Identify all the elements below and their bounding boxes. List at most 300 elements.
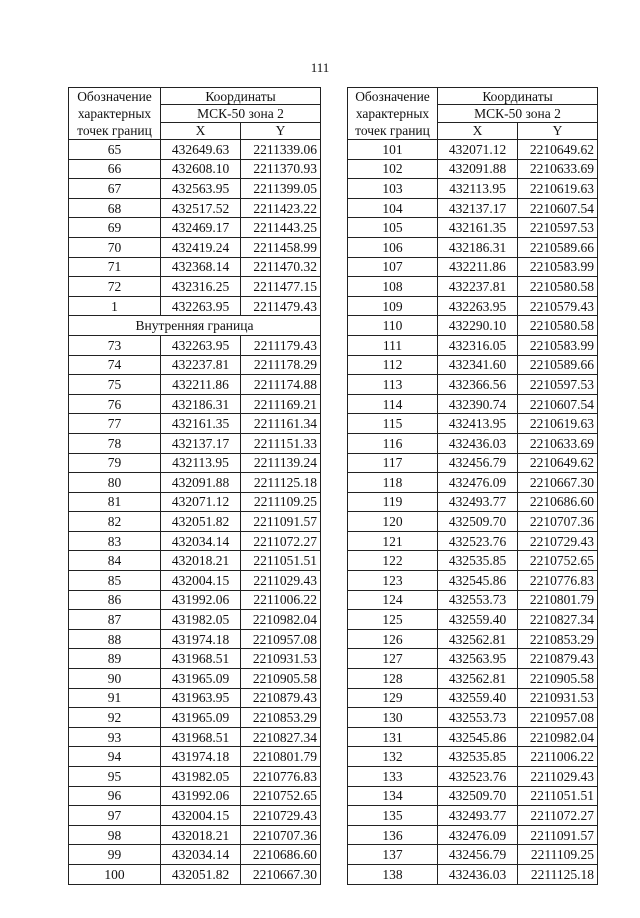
- point-number: 112: [348, 355, 438, 375]
- coord-x: 432341.60: [438, 355, 518, 375]
- table-body: [69, 140, 321, 885]
- coord-x: 432211.86: [161, 375, 241, 395]
- coord-x: 431982.05: [161, 767, 241, 787]
- point-number: 135: [348, 806, 438, 826]
- coord-x: 432211.86: [438, 257, 518, 277]
- table-row: [348, 433, 598, 453]
- coord-y: 2211169.21: [241, 394, 321, 414]
- coord-y: 2210982.04: [518, 727, 598, 747]
- point-number: 93: [69, 727, 161, 747]
- coord-x: 431963.95: [161, 688, 241, 708]
- table-row: [348, 767, 598, 787]
- header-point-label: Обозначение характерных точек границ: [69, 88, 161, 140]
- header-x: X: [438, 122, 518, 139]
- coord-x: 432091.88: [438, 159, 518, 179]
- header-coords: Координаты: [438, 88, 598, 105]
- coord-x: 431992.06: [161, 590, 241, 610]
- coord-y: 2211072.27: [241, 531, 321, 551]
- header-x: X: [161, 122, 241, 139]
- table-row: [348, 669, 598, 689]
- table-row: [348, 531, 598, 551]
- coord-y: 2210905.58: [518, 669, 598, 689]
- point-number: 109: [348, 296, 438, 316]
- table-row: [69, 433, 321, 453]
- table-row: [69, 825, 321, 845]
- coord-y: 2211161.34: [241, 414, 321, 434]
- point-number: 76: [69, 394, 161, 414]
- table-row: [348, 198, 598, 218]
- table-row: [348, 335, 598, 355]
- coord-x: 432316.25: [161, 277, 241, 297]
- coord-y: 2210729.43: [518, 531, 598, 551]
- coord-y: 2211479.43: [241, 296, 321, 316]
- point-number: 104: [348, 198, 438, 218]
- coord-x: 432018.21: [161, 551, 241, 571]
- coord-y: 2210607.54: [518, 198, 598, 218]
- coord-y: 2210649.62: [518, 140, 598, 160]
- point-number: 133: [348, 767, 438, 787]
- point-number: 136: [348, 825, 438, 845]
- coord-x: 432113.95: [161, 453, 241, 473]
- coord-y: 2210879.43: [518, 649, 598, 669]
- table-row: [69, 806, 321, 826]
- coord-x: 432161.35: [438, 218, 518, 238]
- point-number: 90: [69, 669, 161, 689]
- point-number: 77: [69, 414, 161, 434]
- coord-y: 2211151.33: [241, 433, 321, 453]
- coordinates-table-right: [347, 87, 598, 885]
- coord-x: 432559.40: [438, 610, 518, 630]
- coord-y: 2210597.53: [518, 375, 598, 395]
- coord-y: 2210579.43: [518, 296, 598, 316]
- coord-y: 2211470.32: [241, 257, 321, 277]
- coord-y: 2211072.27: [518, 806, 598, 826]
- coord-y: 2210633.69: [518, 159, 598, 179]
- table-row: [69, 571, 321, 591]
- coord-y: 2210827.34: [518, 610, 598, 630]
- point-number: 98: [69, 825, 161, 845]
- header-zone: МСК-50 зона 2: [161, 105, 321, 122]
- coord-y: 2211370.93: [241, 159, 321, 179]
- coord-x: 432476.09: [438, 825, 518, 845]
- coord-y: 2210649.62: [518, 453, 598, 473]
- coord-y: 2210957.08: [518, 708, 598, 728]
- coord-y: 2210879.43: [241, 688, 321, 708]
- coord-y: 2211109.25: [518, 845, 598, 865]
- point-number: 128: [348, 669, 438, 689]
- table-row: [348, 296, 598, 316]
- point-number: 119: [348, 492, 438, 512]
- table-row: [69, 512, 321, 532]
- coord-x: 432509.70: [438, 512, 518, 532]
- table-row: [348, 453, 598, 473]
- coord-y: 2210686.60: [518, 492, 598, 512]
- coord-x: 432553.73: [438, 708, 518, 728]
- coord-x: 432517.52: [161, 198, 241, 218]
- coord-x: 432004.15: [161, 571, 241, 591]
- coord-y: 2210589.66: [518, 237, 598, 257]
- point-number: 113: [348, 375, 438, 395]
- coord-x: 432018.21: [161, 825, 241, 845]
- coord-x: 432091.88: [161, 473, 241, 493]
- point-number: 134: [348, 786, 438, 806]
- page-number: 111: [310, 60, 330, 75]
- point-number: 137: [348, 845, 438, 865]
- coord-x: 431982.05: [161, 610, 241, 630]
- point-number: 84: [69, 551, 161, 571]
- point-number: 79: [69, 453, 161, 473]
- point-number: 106: [348, 237, 438, 257]
- table-row: [348, 786, 598, 806]
- table-row: [348, 825, 598, 845]
- point-number: 80: [69, 473, 161, 493]
- coord-y: 2210580.58: [518, 316, 598, 336]
- coord-x: 432051.82: [161, 864, 241, 884]
- coord-x: 432469.17: [161, 218, 241, 238]
- table-row: [69, 845, 321, 865]
- point-number: 108: [348, 277, 438, 297]
- coord-y: 2211006.22: [241, 590, 321, 610]
- point-number: 73: [69, 335, 161, 355]
- coord-x: 432608.10: [161, 159, 241, 179]
- point-number: 95: [69, 767, 161, 787]
- coord-x: 431965.09: [161, 669, 241, 689]
- point-number: 116: [348, 433, 438, 453]
- point-number: 91: [69, 688, 161, 708]
- point-number: 130: [348, 708, 438, 728]
- coord-y: 2211139.24: [241, 453, 321, 473]
- coord-x: 432237.81: [438, 277, 518, 297]
- coord-y: 2210752.65: [518, 551, 598, 571]
- coord-x: 432456.79: [438, 845, 518, 865]
- point-number: 97: [69, 806, 161, 826]
- coord-y: 2211458.99: [241, 237, 321, 257]
- coord-x: 432034.14: [161, 531, 241, 551]
- coord-x: 432436.03: [438, 433, 518, 453]
- point-number: 71: [69, 257, 161, 277]
- point-number: 129: [348, 688, 438, 708]
- section-label: Внутренняя граница: [69, 316, 321, 336]
- point-number: 68: [69, 198, 161, 218]
- coord-x: 432034.14: [161, 845, 241, 865]
- coord-x: 432535.85: [438, 747, 518, 767]
- point-number: 72: [69, 277, 161, 297]
- point-number: 122: [348, 551, 438, 571]
- table-row: [348, 179, 598, 199]
- table-row: [348, 237, 598, 257]
- coord-y: 2211477.15: [241, 277, 321, 297]
- coord-y: 2210589.66: [518, 355, 598, 375]
- table-row: [348, 708, 598, 728]
- coord-x: 432559.40: [438, 688, 518, 708]
- table-row: [69, 277, 321, 297]
- coord-y: 2211174.88: [241, 375, 321, 395]
- coord-y: 2210957.08: [241, 629, 321, 649]
- coord-y: 2210686.60: [241, 845, 321, 865]
- point-number: 110: [348, 316, 438, 336]
- point-number: 66: [69, 159, 161, 179]
- coord-x: 432493.77: [438, 492, 518, 512]
- point-number: 125: [348, 610, 438, 630]
- table-row: [348, 688, 598, 708]
- table-row: [348, 140, 598, 160]
- coord-x: 432419.24: [161, 237, 241, 257]
- table-row: [69, 198, 321, 218]
- coordinates-table-left: [68, 87, 321, 885]
- coord-y: 2211029.43: [241, 571, 321, 591]
- coord-y: 2211443.25: [241, 218, 321, 238]
- header-coords: Координаты: [161, 88, 321, 105]
- coord-y: 2210707.36: [241, 825, 321, 845]
- coord-x: 431968.51: [161, 727, 241, 747]
- point-number: 138: [348, 864, 438, 884]
- table-row: [348, 257, 598, 277]
- point-number: 99: [69, 845, 161, 865]
- point-number: 105: [348, 218, 438, 238]
- coord-x: 431965.09: [161, 708, 241, 728]
- coord-x: 432051.82: [161, 512, 241, 532]
- coord-y: 2211423.22: [241, 198, 321, 218]
- coord-y: 2211125.18: [518, 864, 598, 884]
- coord-x: 432523.76: [438, 767, 518, 787]
- table-row: [348, 375, 598, 395]
- point-number: 92: [69, 708, 161, 728]
- point-number: 120: [348, 512, 438, 532]
- section-row: [69, 316, 321, 336]
- coord-x: 432186.31: [438, 237, 518, 257]
- coord-y: 2211006.22: [518, 747, 598, 767]
- coord-x: 431968.51: [161, 649, 241, 669]
- coord-y: 2210827.34: [241, 727, 321, 747]
- coord-y: 2211091.57: [241, 512, 321, 532]
- table-row: [348, 590, 598, 610]
- table-body: [348, 140, 598, 885]
- coord-x: 432436.03: [438, 864, 518, 884]
- coord-x: 432562.81: [438, 669, 518, 689]
- table-row: [348, 414, 598, 434]
- table-row: [69, 218, 321, 238]
- point-number: 69: [69, 218, 161, 238]
- table-row: [69, 237, 321, 257]
- table-row: [69, 492, 321, 512]
- coord-x: 432456.79: [438, 453, 518, 473]
- header-point-label: Обозначение характерных точек границ: [348, 88, 438, 140]
- table-row: [348, 864, 598, 884]
- table-row: [348, 159, 598, 179]
- coord-x: 432509.70: [438, 786, 518, 806]
- coord-y: 2210776.83: [241, 767, 321, 787]
- coord-y: 2210931.53: [241, 649, 321, 669]
- coord-x: 432493.77: [438, 806, 518, 826]
- coord-x: 432563.95: [161, 179, 241, 199]
- coord-x: 432071.12: [161, 492, 241, 512]
- coord-y: 2211178.29: [241, 355, 321, 375]
- point-number: 118: [348, 473, 438, 493]
- coord-y: 2210853.29: [241, 708, 321, 728]
- table-row: [69, 649, 321, 669]
- coord-x: 432562.81: [438, 629, 518, 649]
- point-number: 127: [348, 649, 438, 669]
- coord-y: 2210619.63: [518, 179, 598, 199]
- point-number: 83: [69, 531, 161, 551]
- coord-x: 432263.95: [161, 335, 241, 355]
- coord-x: 432186.31: [161, 394, 241, 414]
- point-number: 65: [69, 140, 161, 160]
- table-row: [348, 551, 598, 571]
- coord-x: 432523.76: [438, 531, 518, 551]
- point-number: 101: [348, 140, 438, 160]
- table-row: [69, 375, 321, 395]
- point-number: 87: [69, 610, 161, 630]
- point-number: 82: [69, 512, 161, 532]
- coord-x: 432563.95: [438, 649, 518, 669]
- coord-x: 431992.06: [161, 786, 241, 806]
- coord-x: 431974.18: [161, 629, 241, 649]
- coord-x: 432237.81: [161, 355, 241, 375]
- coord-y: 2211179.43: [241, 335, 321, 355]
- coord-x: 432649.63: [161, 140, 241, 160]
- table-row: [69, 414, 321, 434]
- coord-y: 2211125.18: [241, 473, 321, 493]
- coord-x: 432263.95: [438, 296, 518, 316]
- point-number: 94: [69, 747, 161, 767]
- coord-x: 432366.56: [438, 375, 518, 395]
- coord-x: 432545.86: [438, 571, 518, 591]
- coord-x: 432161.35: [161, 414, 241, 434]
- point-number: 114: [348, 394, 438, 414]
- point-number: 85: [69, 571, 161, 591]
- coord-y: 2210583.99: [518, 257, 598, 277]
- point-number: 75: [69, 375, 161, 395]
- header-y: Y: [241, 122, 321, 139]
- coord-y: 2210905.58: [241, 669, 321, 689]
- coord-y: 2211399.05: [241, 179, 321, 199]
- coord-x: 431974.18: [161, 747, 241, 767]
- coord-x: 432263.95: [161, 296, 241, 316]
- table-row: [69, 159, 321, 179]
- coord-y: 2210776.83: [518, 571, 598, 591]
- coord-y: 2210580.58: [518, 277, 598, 297]
- table-row: [69, 335, 321, 355]
- coord-x: 432113.95: [438, 179, 518, 199]
- coord-y: 2210583.99: [518, 335, 598, 355]
- table-row: [348, 473, 598, 493]
- table-row: [348, 806, 598, 826]
- coord-x: 432368.14: [161, 257, 241, 277]
- table-row: [348, 394, 598, 414]
- point-number: 121: [348, 531, 438, 551]
- table-row: [69, 355, 321, 375]
- point-number: 117: [348, 453, 438, 473]
- coord-y: 2210667.30: [518, 473, 598, 493]
- coord-y: 2211051.51: [518, 786, 598, 806]
- coord-y: 2210667.30: [241, 864, 321, 884]
- point-number: 123: [348, 571, 438, 591]
- table-row: [348, 512, 598, 532]
- coord-y: 2210729.43: [241, 806, 321, 826]
- table-row: [69, 296, 321, 316]
- coord-y: 2210597.53: [518, 218, 598, 238]
- table-row: [348, 277, 598, 297]
- coord-y: 2210707.36: [518, 512, 598, 532]
- point-number: 100: [69, 864, 161, 884]
- table-row: [348, 629, 598, 649]
- coord-y: 2211339.06: [241, 140, 321, 160]
- table-row: [69, 767, 321, 787]
- table-row: [348, 355, 598, 375]
- table-row: [69, 453, 321, 473]
- coord-y: 2211091.57: [518, 825, 598, 845]
- header-zone: МСК-50 зона 2: [438, 105, 598, 122]
- coord-y: 2210752.65: [241, 786, 321, 806]
- table-row: [69, 629, 321, 649]
- point-number: 96: [69, 786, 161, 806]
- table-row: [69, 786, 321, 806]
- table-row: [69, 747, 321, 767]
- coord-y: 2210801.79: [241, 747, 321, 767]
- point-number: 132: [348, 747, 438, 767]
- table-row: [69, 688, 321, 708]
- coord-x: 432553.73: [438, 590, 518, 610]
- coord-y: 2210607.54: [518, 394, 598, 414]
- point-number: 124: [348, 590, 438, 610]
- coord-y: 2211051.51: [241, 551, 321, 571]
- coord-y: 2210633.69: [518, 433, 598, 453]
- table-row: [348, 218, 598, 238]
- coord-y: 2211109.25: [241, 492, 321, 512]
- point-number: 131: [348, 727, 438, 747]
- point-number: 67: [69, 179, 161, 199]
- table-row: [69, 727, 321, 747]
- point-number: 70: [69, 237, 161, 257]
- coord-x: 432390.74: [438, 394, 518, 414]
- coord-y: 2210801.79: [518, 590, 598, 610]
- table-row: [69, 394, 321, 414]
- table-row: [348, 571, 598, 591]
- table-row: [69, 708, 321, 728]
- coord-x: 432316.05: [438, 335, 518, 355]
- table-row: [69, 669, 321, 689]
- table-row: [348, 316, 598, 336]
- point-number: 102: [348, 159, 438, 179]
- point-number: 81: [69, 492, 161, 512]
- table-row: [69, 473, 321, 493]
- table-row: [69, 864, 321, 884]
- table-row: [69, 257, 321, 277]
- table-row: [69, 140, 321, 160]
- point-number: 107: [348, 257, 438, 277]
- table-row: [348, 747, 598, 767]
- coord-y: 2211029.43: [518, 767, 598, 787]
- point-number: 1: [69, 296, 161, 316]
- point-number: 78: [69, 433, 161, 453]
- table-row: [348, 610, 598, 630]
- coord-x: 432413.95: [438, 414, 518, 434]
- point-number: 88: [69, 629, 161, 649]
- table-row: [348, 727, 598, 747]
- coord-x: 432004.15: [161, 806, 241, 826]
- coord-y: 2210931.53: [518, 688, 598, 708]
- coord-y: 2210982.04: [241, 610, 321, 630]
- point-number: 89: [69, 649, 161, 669]
- table-row: [348, 649, 598, 669]
- point-number: 103: [348, 179, 438, 199]
- coord-x: 432071.12: [438, 140, 518, 160]
- point-number: 115: [348, 414, 438, 434]
- table-row: [348, 845, 598, 865]
- coord-x: 432476.09: [438, 473, 518, 493]
- coord-y: 2210619.63: [518, 414, 598, 434]
